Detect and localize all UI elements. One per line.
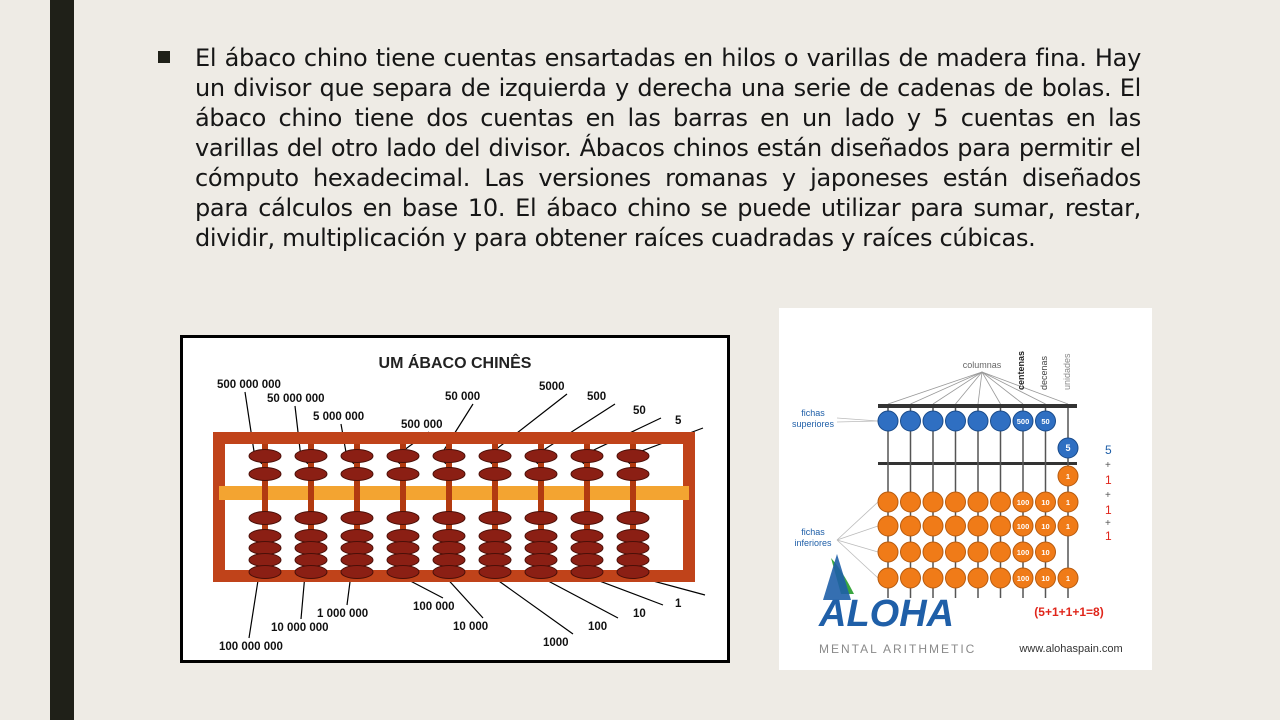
- abacus-bead: [571, 566, 603, 579]
- abacus-bead: [433, 530, 465, 543]
- abacus-bead: [295, 450, 327, 463]
- bottom-place-label: 100 000 000: [219, 641, 283, 653]
- lower-bead: [901, 516, 921, 536]
- upper-bead-label: 50: [1041, 417, 1050, 426]
- bottom-place-label: 1 000 000: [317, 608, 369, 620]
- abacus-bead: [433, 468, 465, 481]
- top-place-label: 500 000: [401, 419, 443, 431]
- abacus-bead: [295, 554, 327, 567]
- col-label-unidades: unidades: [1062, 353, 1072, 390]
- abacus-bead: [617, 530, 649, 543]
- abacus-bead: [387, 512, 419, 525]
- abacus-bead: [341, 512, 373, 525]
- abacus-bead: [341, 450, 373, 463]
- abacus-bead: [617, 542, 649, 555]
- lower-bead: [878, 542, 898, 562]
- abacus-bead: [479, 554, 511, 567]
- label-pointer-line: [837, 502, 878, 540]
- abacus-bead: [249, 530, 281, 543]
- lower-bead: [968, 492, 988, 512]
- abacus-bead: [525, 554, 557, 567]
- top-place-label: 5: [675, 415, 682, 427]
- abacus-bead: [571, 530, 603, 543]
- columns-label: columnas: [962, 360, 1002, 370]
- abacus-bead: [433, 542, 465, 555]
- lower-bead: [968, 568, 988, 588]
- abacus-bead: [341, 554, 373, 567]
- lower-bead: [946, 542, 966, 562]
- fichas-superiores-label-1: fichas: [801, 408, 825, 418]
- abacus-bead: [617, 566, 649, 579]
- lower-bead: [991, 516, 1011, 536]
- abacus-bead: [617, 450, 649, 463]
- abacus-bead: [249, 554, 281, 567]
- sum-term-5: +: [1105, 518, 1111, 529]
- aloha-abacus-figure: [779, 308, 1152, 670]
- abacus-bead: [249, 566, 281, 579]
- upper-bead: [923, 411, 943, 431]
- abacus-bead: [433, 554, 465, 567]
- column-pointer-line: [978, 372, 982, 404]
- sum-term-0: 5: [1105, 443, 1112, 457]
- lower-bead: [923, 542, 943, 562]
- figure1-title: UM ÁBACO CHINÊS: [378, 355, 532, 372]
- column-pointer-line: [911, 372, 983, 404]
- sum-term-2: 1: [1105, 473, 1112, 487]
- abacus-bead: [295, 566, 327, 579]
- lower-bead-label: 1: [1065, 472, 1071, 481]
- sum-term-3: +: [1105, 490, 1111, 501]
- lower-bead-label: 100: [1016, 548, 1030, 557]
- abacus-bead: [433, 450, 465, 463]
- bullet-square: [158, 51, 170, 63]
- equation: (5+1+1+1=8): [1034, 605, 1104, 619]
- lower-bead: [878, 492, 898, 512]
- left-accent-bar: [50, 0, 74, 720]
- bottom-place-label: 10 000: [453, 621, 489, 633]
- abacus-bead: [433, 512, 465, 525]
- lower-bead: [968, 542, 988, 562]
- abacus-bead: [617, 512, 649, 525]
- upper-bead-label: 5: [1065, 443, 1071, 453]
- abacus-bead: [341, 542, 373, 555]
- top-place-label: 50: [633, 405, 646, 417]
- abacus-bead: [249, 512, 281, 525]
- lower-bead: [878, 516, 898, 536]
- abacus-bead: [387, 450, 419, 463]
- bottom-place-label: 100 000: [413, 601, 455, 613]
- abacus-bead: [617, 554, 649, 567]
- upper-bead: [878, 411, 898, 431]
- brand-subtitle: MENTAL ARITHMETIC: [819, 642, 977, 656]
- lower-bead: [878, 568, 898, 588]
- column-pointer-line: [888, 372, 982, 404]
- lower-bead-label: 100: [1016, 498, 1030, 507]
- abacus-bead: [525, 566, 557, 579]
- abacus-bead: [525, 450, 557, 463]
- abacus-bead: [571, 450, 603, 463]
- abacus-bead: [249, 468, 281, 481]
- abacus-bead: [341, 530, 373, 543]
- bottom-place-label: 10: [633, 608, 646, 620]
- lower-bead-label: 100: [1016, 574, 1030, 583]
- abacus-bead: [571, 542, 603, 555]
- lower-bead-label: 100: [1016, 522, 1030, 531]
- abacus-bead: [387, 554, 419, 567]
- abacus-bead: [479, 566, 511, 579]
- lower-bead: [946, 568, 966, 588]
- abacus-bead: [571, 468, 603, 481]
- lower-bead-label: 10: [1041, 574, 1050, 583]
- upper-bead: [991, 411, 1011, 431]
- label-pointer-line: [837, 526, 878, 540]
- body-paragraph: El ábaco chino tiene cuentas ensartadas en hilos o varillas de madera fina. Hay un divisor que separa de izquierda y derecha una serie de cadenas de bolas. El ábaco chino tiene dos cuentas en las barras en un lado y 5 cuentas en las varillas del otro lado del divisor. Ábacos chinos están diseñados para permitir el cómputo hexadecimal. Las versiones romanas y japoneses están diseñados para cálculos en base 10. El ábaco chino se puede utilizar para sumar, restar, dividir, multiplicación y para obtener raíces cuadradas y raíces cúbicas.: [195, 44, 1141, 252]
- lower-bead: [923, 516, 943, 536]
- abacus-bead: [479, 530, 511, 543]
- abacus-bead: [617, 468, 649, 481]
- lower-bead: [968, 516, 988, 536]
- abacus-bead: [249, 450, 281, 463]
- abacus-bead: [295, 512, 327, 525]
- upper-bead: [968, 411, 988, 431]
- fichas-superiores-label-2: superiores: [791, 419, 835, 429]
- lower-bead: [946, 492, 966, 512]
- fichas-inferiores-label-2: inferiores: [794, 538, 832, 548]
- abacus-bead: [479, 542, 511, 555]
- abacus-bead: [249, 542, 281, 555]
- col-label-centenas: centenas: [1016, 350, 1026, 390]
- sum-term-6: 1: [1105, 529, 1112, 543]
- lower-bead: [991, 568, 1011, 588]
- lower-bead: [923, 568, 943, 588]
- lower-bead: [901, 492, 921, 512]
- abacus-bead: [295, 542, 327, 555]
- abacus-bead: [479, 512, 511, 525]
- bottom-place-label: 100: [588, 621, 608, 633]
- sum-term-1: +: [1105, 460, 1111, 471]
- lower-bead: [991, 492, 1011, 512]
- abacus-bead: [479, 468, 511, 481]
- upper-bead-label: 500: [1016, 417, 1030, 426]
- lower-bead-label: 10: [1041, 522, 1050, 531]
- lower-bead: [991, 542, 1011, 562]
- abacus-bead: [295, 530, 327, 543]
- fichas-inferiores-label-1: fichas: [801, 527, 825, 537]
- lower-bead-label: 1: [1065, 574, 1071, 583]
- lower-bead-label: 1: [1065, 498, 1071, 507]
- top-place-label: 5 000 000: [313, 411, 365, 423]
- abacus-bead: [525, 512, 557, 525]
- abacus-bead: [571, 512, 603, 525]
- abacus-bead: [525, 542, 557, 555]
- top-place-label: 500 000 000: [217, 379, 281, 391]
- abacus-bead: [433, 566, 465, 579]
- abacus-bead: [479, 450, 511, 463]
- abacus-bead: [295, 468, 327, 481]
- lower-bead-label: 1: [1065, 522, 1071, 531]
- lower-bead: [946, 516, 966, 536]
- abacus-bead: [525, 468, 557, 481]
- lower-bead: [901, 568, 921, 588]
- label-pointer-line: [837, 421, 878, 422]
- sum-term-4: 1: [1105, 503, 1112, 517]
- abacus-bead: [387, 542, 419, 555]
- top-place-label: 500: [587, 391, 607, 403]
- bottom-place-label: 1000: [543, 637, 569, 649]
- col-label-decenas: decenas: [1039, 355, 1049, 390]
- brand-name: ALOHA: [819, 593, 955, 635]
- abacus-bead: [387, 530, 419, 543]
- abacus-bead: [571, 554, 603, 567]
- top-place-label: 5000: [539, 381, 565, 393]
- abacus-divider: [219, 486, 689, 500]
- website: www.alohaspain.com: [1019, 643, 1123, 655]
- abacus-bead: [387, 566, 419, 579]
- column-pointer-line: [933, 372, 982, 404]
- top-place-label: 50 000 000: [267, 393, 325, 405]
- top-place-label: 50 000: [445, 391, 481, 403]
- abacus-bead: [387, 468, 419, 481]
- bottom-place-label: 10 000 000: [271, 622, 329, 634]
- abacus-top-bar: [878, 404, 1077, 408]
- lower-bead: [923, 492, 943, 512]
- chinese-abacus-figure: [180, 335, 730, 663]
- abacus-bead: [341, 468, 373, 481]
- abacus-bead: [341, 566, 373, 579]
- bottom-place-label: 1: [675, 598, 682, 610]
- abacus-bead: [525, 530, 557, 543]
- upper-bead: [901, 411, 921, 431]
- lower-bead: [901, 542, 921, 562]
- lower-bead-label: 10: [1041, 548, 1050, 557]
- upper-bead: [946, 411, 966, 431]
- lower-bead-label: 10: [1041, 498, 1050, 507]
- label-pointer-line: [837, 418, 878, 421]
